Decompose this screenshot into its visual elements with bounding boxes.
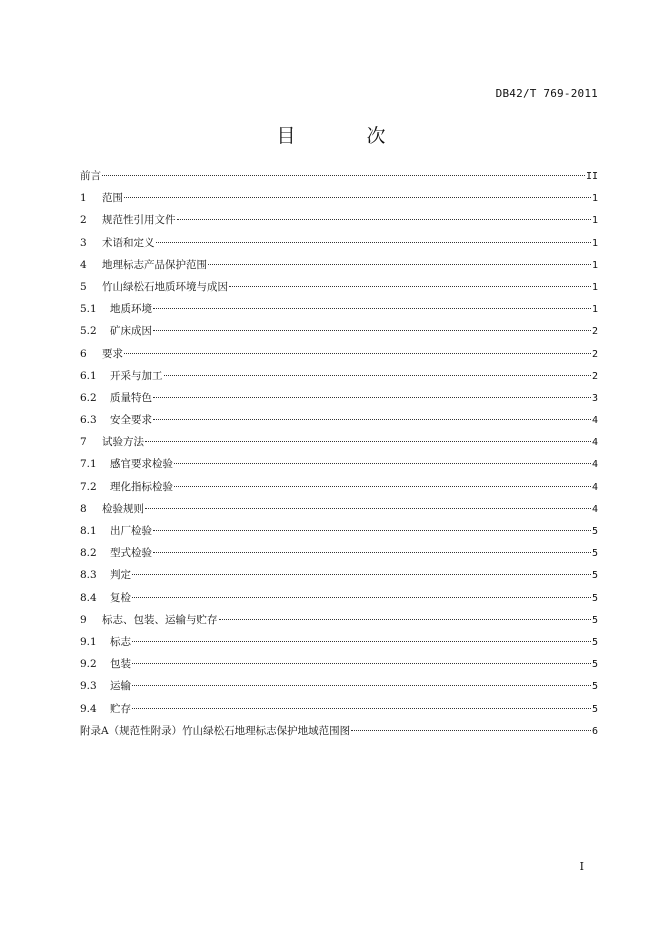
toc-entry[interactable]	[80, 720, 598, 742]
toc-entry-number: 2	[80, 214, 87, 227]
toc-entry[interactable]	[80, 276, 598, 298]
toc-dot-leader	[132, 683, 591, 686]
toc-entry-number: 6	[80, 347, 87, 360]
toc-dot-leader	[351, 728, 591, 731]
toc-entry-number: 8	[80, 502, 87, 515]
toc-entry-page: 1	[591, 215, 598, 227]
toc-entry-label: 理化指标检验	[110, 480, 173, 493]
toc-entry[interactable]	[80, 609, 598, 631]
toc-entry-number: 9.3	[80, 680, 97, 693]
table-of-contents	[80, 165, 598, 742]
toc-dot-leader	[153, 550, 591, 553]
toc-entry-label: 术语和定义	[102, 236, 155, 249]
toc-entry-number: 9.1	[80, 635, 97, 648]
toc-dot-leader	[132, 572, 591, 575]
toc-entry-label: 判定	[110, 569, 131, 582]
toc-entry-label: 出厂检验	[110, 525, 152, 537]
toc-entry-number: 8.2	[80, 547, 97, 560]
toc-dot-leader	[132, 639, 591, 642]
toc-entry[interactable]	[80, 453, 598, 475]
toc-entry-label: 矿床成因	[110, 325, 152, 338]
toc-entry[interactable]	[80, 209, 598, 231]
toc-entry-page: 2	[591, 326, 598, 338]
toc-entry-label: 复检	[110, 591, 131, 604]
toc-entry-label: 检验规则	[102, 502, 144, 515]
toc-entry[interactable]	[80, 232, 598, 254]
toc-entry-label: 运输	[110, 680, 131, 693]
toc-entry-page: 4	[591, 481, 598, 493]
toc-entry-label: 标志	[110, 635, 131, 648]
toc-entry-page: 1	[591, 304, 598, 316]
toc-dot-leader	[174, 484, 591, 487]
toc-entry-number: 6.3	[80, 414, 97, 427]
toc-dot-leader	[145, 506, 591, 509]
toc-entry[interactable]	[80, 587, 598, 609]
toc-entry-label: 规范性引用文件	[102, 214, 176, 227]
toc-entry-page: 5	[591, 703, 598, 715]
toc-entry-number: 8.3	[80, 569, 97, 582]
toc-entry-page: 2	[591, 348, 598, 360]
toc-dot-leader	[174, 461, 591, 464]
toc-entry[interactable]	[80, 564, 598, 586]
toc-entry-number: 7.1	[80, 458, 97, 471]
toc-entry-page: 4	[591, 437, 598, 449]
toc-entry[interactable]	[80, 387, 598, 409]
toc-entry-number: 5.1	[80, 303, 97, 316]
toc-entry-page: 3	[591, 392, 598, 404]
toc-entry-label: 要求	[102, 347, 123, 360]
toc-entry-page: 5	[591, 592, 598, 604]
toc-entry-page: 6	[591, 725, 598, 737]
toc-entry-number: 5.2	[80, 325, 97, 338]
toc-entry-number: 7.2	[80, 480, 97, 493]
toc-dot-leader	[102, 173, 585, 176]
toc-entry-number: 9	[80, 613, 87, 626]
toc-entry-page: 2	[591, 370, 598, 382]
toc-entry-label: 感官要求检验	[110, 458, 173, 471]
toc-entry-label: 标志、包装、运输与贮存	[102, 613, 218, 626]
toc-entry[interactable]	[80, 431, 598, 453]
toc-dot-leader	[153, 306, 591, 309]
toc-entry[interactable]	[80, 365, 598, 387]
toc-entry-label: 竹山绿松石地质环境与成因	[102, 280, 228, 293]
toc-entry-number: 4	[80, 258, 87, 271]
toc-dot-leader	[219, 617, 591, 620]
toc-entry[interactable]	[80, 631, 598, 653]
toc-entry-page: 4	[591, 459, 598, 471]
toc-entry-page: 1	[591, 259, 598, 271]
toc-entry-page: 5	[591, 614, 598, 626]
toc-entry[interactable]	[80, 698, 598, 720]
toc-entry[interactable]	[80, 409, 598, 431]
toc-dot-leader	[153, 328, 591, 331]
toc-entry-number: 6.2	[80, 391, 97, 404]
toc-entry-label: 地理标志产品保护范围	[102, 258, 207, 271]
toc-dot-leader	[132, 595, 591, 598]
toc-entry-number: 3	[80, 236, 87, 249]
toc-dot-leader	[208, 262, 591, 265]
toc-entry-label: 开采与加工	[110, 369, 163, 382]
toc-entry-number: 9.4	[80, 702, 97, 715]
toc-dot-leader	[132, 661, 591, 664]
toc-entry-page: II	[585, 171, 598, 182]
toc-entry-label: 质量特色	[110, 391, 152, 404]
toc-dot-leader	[153, 417, 591, 420]
toc-dot-leader	[145, 439, 591, 442]
toc-entry[interactable]	[80, 343, 598, 365]
toc-entry[interactable]	[80, 165, 598, 187]
toc-entry[interactable]	[80, 476, 598, 498]
toc-dot-leader	[164, 373, 591, 376]
toc-entry-label: 安全要求	[110, 414, 152, 427]
toc-entry-page: 5	[591, 526, 598, 537]
toc-entry[interactable]	[80, 675, 598, 697]
toc-entry-page: 1	[591, 281, 598, 293]
toc-dot-leader	[124, 351, 591, 354]
toc-entry-label: 附录A（规范性附录）竹山绿松石地理标志保护地域范围图	[80, 724, 351, 737]
toc-entry[interactable]	[80, 320, 598, 342]
toc-entry-page: 5	[591, 659, 598, 671]
page-title: 目 次	[276, 125, 412, 147]
toc-dot-leader	[229, 284, 591, 287]
toc-entry-page: 4	[591, 503, 598, 515]
toc-entry[interactable]	[80, 498, 598, 520]
toc-entry[interactable]	[80, 298, 598, 320]
toc-entry-label: 包装	[110, 658, 131, 671]
toc-entry[interactable]	[80, 542, 598, 564]
toc-entry-number: 1	[80, 192, 87, 205]
toc-entry-page: 5	[591, 548, 598, 560]
toc-entry-number: 6.1	[80, 369, 97, 382]
toc-entry-label: 贮存	[110, 702, 131, 715]
toc-dot-leader	[153, 395, 591, 398]
toc-entry-page: 1	[591, 193, 598, 205]
toc-entry-page: 5	[591, 681, 598, 693]
toc-entry-page: 1	[591, 237, 598, 249]
toc-dot-leader	[124, 195, 591, 198]
toc-entry-label: 试验方法	[102, 436, 144, 449]
toc-entry-number: 8.1	[80, 525, 97, 537]
toc-entry-number: 5	[80, 280, 87, 293]
toc-dot-leader	[156, 240, 591, 243]
toc-entry-page: 4	[591, 415, 598, 427]
toc-entry-label: 地质环境	[110, 303, 152, 316]
toc-entry[interactable]	[80, 653, 598, 675]
toc-entry-label: 范围	[102, 192, 123, 205]
document-code: DB42/T 769-2011	[495, 87, 598, 100]
toc-dot-leader	[177, 217, 591, 220]
toc-entry[interactable]	[80, 520, 598, 542]
toc-entry[interactable]	[80, 187, 598, 209]
toc-entry-page: 5	[591, 636, 598, 648]
toc-entry-number: 8.4	[80, 591, 97, 604]
page-number: I	[579, 860, 584, 873]
toc-dot-leader	[153, 528, 591, 531]
toc-entry-label: 型式检验	[110, 547, 152, 560]
toc-entry-number: 7	[80, 436, 87, 449]
toc-dot-leader	[132, 706, 591, 709]
toc-entry[interactable]	[80, 254, 598, 276]
toc-entry-label: 前言	[80, 170, 101, 182]
toc-entry-number: 9.2	[80, 658, 97, 671]
toc-entry-page: 5	[591, 570, 598, 582]
